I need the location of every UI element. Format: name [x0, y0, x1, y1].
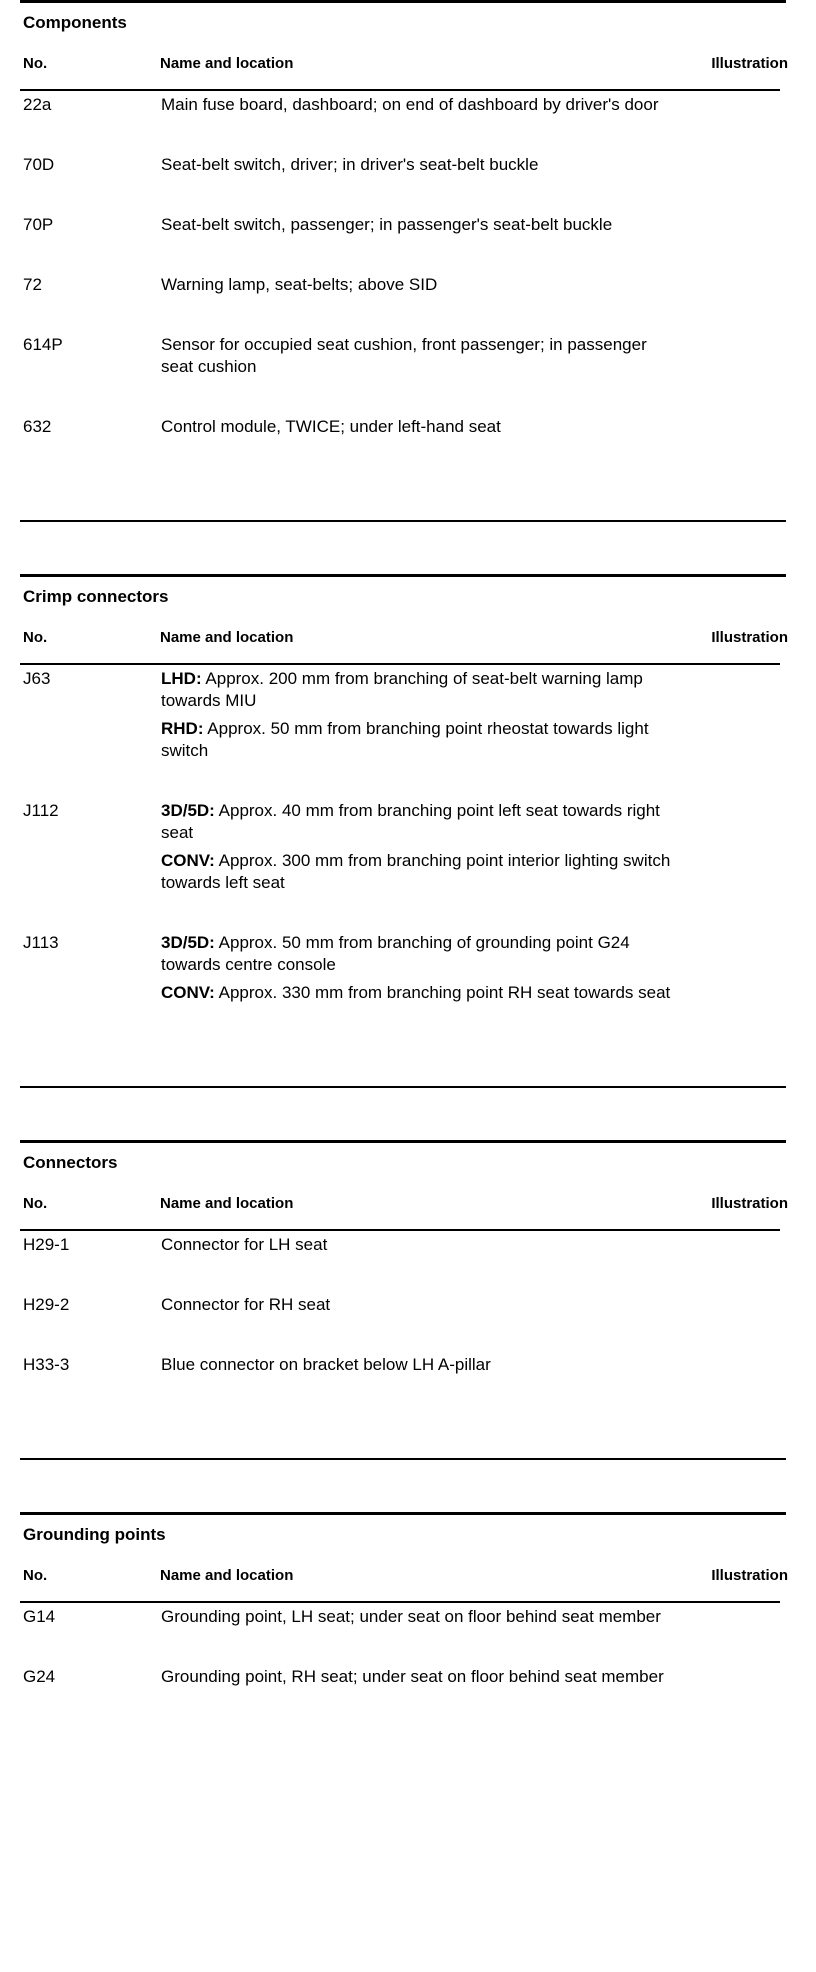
- item-description: [161, 800, 681, 894]
- row-list: [20, 1234, 786, 1458]
- description-text: Approx. 200 mm from branching of seat-belt warning lamp towards MIU: [161, 669, 643, 710]
- description-text: Grounding point, RH seat; under seat on floor behind seat member: [161, 1667, 664, 1686]
- table-row: [20, 94, 786, 116]
- description-paragraph: [161, 800, 681, 844]
- table-row: [20, 1606, 786, 1628]
- document-page: [20, 0, 786, 1726]
- item-description: [161, 1234, 681, 1256]
- item-number: 22a: [23, 95, 52, 114]
- column-header-no: No.: [23, 1195, 48, 1212]
- column-header-row: [20, 1177, 788, 1231]
- table-row: [20, 154, 786, 176]
- row-list: [20, 668, 786, 1086]
- description-text: Blue connector on bracket below LH A-pillar: [161, 1355, 491, 1374]
- item-number: J63: [23, 669, 51, 688]
- description-paragraph: [161, 1234, 681, 1256]
- variant-prefix: LHD:: [161, 669, 202, 688]
- column-header-name: Name and location: [160, 1567, 294, 1584]
- table-row: [20, 334, 786, 378]
- section-title: Grounding points: [23, 1525, 166, 1544]
- table-row: [20, 1234, 786, 1256]
- item-description: [161, 1666, 681, 1688]
- item-description: [161, 416, 681, 438]
- item-description: [161, 1606, 681, 1628]
- column-header-row: [20, 1549, 788, 1603]
- item-description: [161, 334, 681, 378]
- item-description: [161, 1354, 681, 1376]
- description-paragraph: [161, 1354, 681, 1376]
- section-title: Crimp connectors: [23, 587, 169, 606]
- description-paragraph: [161, 850, 681, 894]
- table-row: [20, 416, 786, 438]
- item-description: [161, 932, 681, 1004]
- description-text: Sensor for occupied seat cushion, front passenger; in passenger seat cushion: [161, 335, 647, 376]
- description-paragraph: [161, 214, 681, 236]
- row-list: [20, 1606, 786, 1688]
- variant-prefix: 3D/5D:: [161, 933, 215, 952]
- column-header-no: No.: [23, 55, 48, 72]
- item-number: H33-3: [23, 1355, 70, 1374]
- description-text: Connector for LH seat: [161, 1235, 328, 1254]
- item-description: [161, 668, 681, 762]
- description-text: Grounding point, LH seat; under seat on floor behind seat member: [161, 1607, 661, 1626]
- variant-prefix: RHD:: [161, 719, 204, 738]
- item-number: 632: [23, 417, 52, 436]
- table-row: [20, 1354, 786, 1376]
- column-header-illustration: Illustration: [711, 1195, 788, 1212]
- column-header-name: Name and location: [160, 1195, 294, 1212]
- description-paragraph: [161, 334, 681, 378]
- column-header-no: No.: [23, 629, 48, 646]
- item-number: G24: [23, 1667, 56, 1686]
- item-number: J113: [23, 933, 59, 952]
- description-text: Approx. 40 mm from branching point left seat towards right seat: [161, 801, 660, 842]
- column-header-row: [20, 611, 788, 665]
- description-paragraph: [161, 416, 681, 438]
- description-paragraph: [161, 154, 681, 176]
- item-number: 72: [23, 275, 42, 294]
- table-row: [20, 1666, 786, 1688]
- description-paragraph: [161, 1294, 681, 1316]
- section-title: Components: [23, 13, 127, 32]
- components-section: [20, 0, 786, 522]
- description-paragraph: [161, 1666, 681, 1688]
- item-number: G14: [23, 1607, 56, 1626]
- description-text: Approx. 330 mm from branching point RH seat towards seat: [214, 983, 671, 1002]
- description-text: Main fuse board, dashboard; on end of dashboard by driver's door: [161, 95, 659, 114]
- description-text: Approx. 50 mm from branching point rheostat towards light switch: [161, 719, 649, 760]
- description-text: Approx. 50 mm from branching of grounding point G24 towards centre console: [161, 933, 630, 974]
- row-list: [20, 94, 786, 520]
- table-row: [20, 932, 786, 1004]
- item-number: H29-2: [23, 1295, 70, 1314]
- description-paragraph: [161, 932, 681, 976]
- table-row: [20, 668, 786, 762]
- column-header-no: No.: [23, 1567, 48, 1584]
- table-row: [20, 274, 786, 296]
- description-paragraph: [161, 274, 681, 296]
- item-number: J112: [23, 801, 59, 820]
- section-title: Connectors: [23, 1153, 118, 1172]
- item-number: 614P: [23, 335, 63, 354]
- description-text: Warning lamp, seat-belts; above SID: [161, 275, 438, 294]
- column-header-name: Name and location: [160, 629, 294, 646]
- description-paragraph: [161, 94, 681, 116]
- table-row: [20, 800, 786, 894]
- column-header-row: [20, 37, 788, 91]
- description-text: Approx. 300 mm from branching point interior lighting switch towards left seat: [161, 851, 671, 892]
- item-description: [161, 154, 681, 176]
- item-description: [161, 94, 681, 116]
- description-paragraph: [161, 718, 681, 762]
- description-paragraph: [161, 982, 681, 1004]
- column-header-illustration: Illustration: [711, 1567, 788, 1584]
- description-paragraph: [161, 1606, 681, 1628]
- description-text: Connector for RH seat: [161, 1295, 331, 1314]
- column-header-illustration: Illustration: [711, 55, 788, 72]
- description-paragraph: [161, 668, 681, 712]
- description-text: Seat-belt switch, driver; in driver's seat-belt buckle: [161, 155, 539, 174]
- variant-prefix: CONV:: [161, 983, 215, 1002]
- column-header-illustration: Illustration: [711, 629, 788, 646]
- table-row: [20, 1294, 786, 1316]
- description-text: Seat-belt switch, passenger; in passenger's seat-belt buckle: [161, 215, 613, 234]
- variant-prefix: CONV:: [161, 851, 215, 870]
- item-description: [161, 214, 681, 236]
- column-header-name: Name and location: [160, 55, 294, 72]
- item-number: 70D: [23, 155, 55, 174]
- crimp-connectors-section: [20, 574, 786, 1088]
- item-description: [161, 1294, 681, 1316]
- table-row: [20, 214, 786, 236]
- item-number: H29-1: [23, 1235, 70, 1254]
- item-description: [161, 274, 681, 296]
- variant-prefix: 3D/5D:: [161, 801, 215, 820]
- description-text: Control module, TWICE; under left-hand seat: [161, 417, 501, 436]
- grounding-points-section: [20, 1512, 786, 1688]
- connectors-section: [20, 1140, 786, 1460]
- item-number: 70P: [23, 215, 54, 234]
